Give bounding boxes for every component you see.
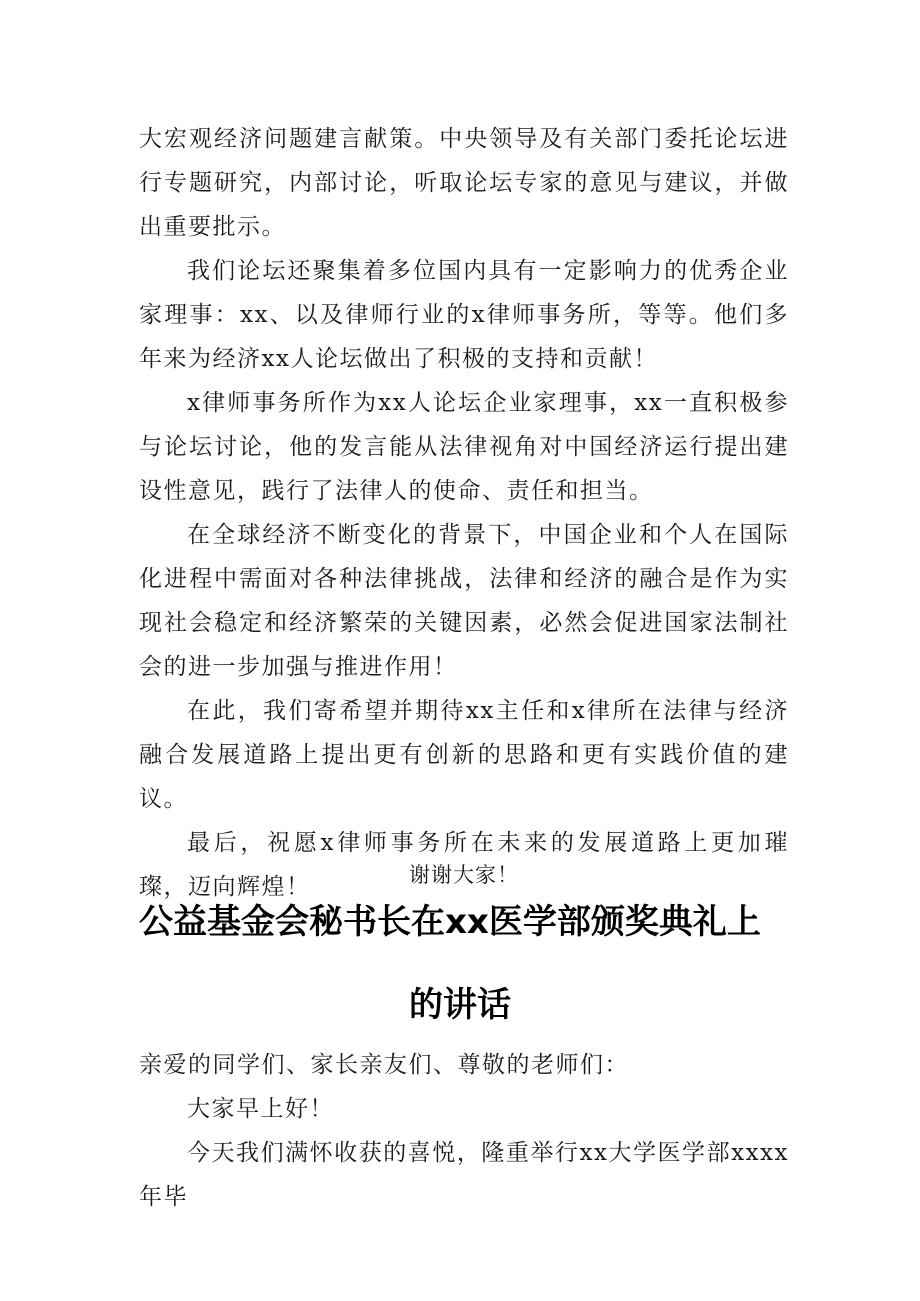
paragraph-expectation: 在此，我们寄希望并期待xx主任和x律所在法律与经济融合发展道路上提出更有创新的思路和更有实践价值的建议。 [139,698,789,812]
speech-body-1 [139,117,789,909]
speech-body-2 [139,1043,789,1219]
speech-title-line-1: 公益基金会秘书长在xx医学部颁奖典礼上 [139,902,761,942]
paragraph-global-economy: 在全球经济不断变化的背景下，中国企业和个人在国际化进程中需面对各种法律挑战，法律和经济的融合是作为实现社会稳定和经济繁荣的关键因素，必然会促进国家法制社会的进一步加强与推进作用！ [139,522,789,680]
speech-title-line-2: 的讲话 [409,985,511,1025]
paragraph-forum-directors: 我们论坛还聚集着多位国内具有一定影响力的优秀企业家理事：xx、以及律师行业的x律师事务所，等等。他们多年来为经济xx人论坛做出了积极的支持和贡献！ [139,258,789,372]
salutation: 亲爱的同学们、家长亲友们、尊敬的老师们： [139,1052,629,1078]
opening-paragraph: 今天我们满怀收获的喜悦，隆重举行xx大学医学部xxxx年毕 [139,1140,789,1210]
paragraph-law-firm: x律师事务所作为xx人论坛企业家理事，xx一直积极参与论坛讨论，他的发言能从法律视角对中国经济运行提出建设性意见，践行了法律人的使命、责任和担当。 [139,390,789,504]
greeting: 大家早上好！ [187,1096,334,1122]
paragraph-continuation: 大宏观经济问题建言献策。中央领导及有关部门委托论坛进行专题研究，内部讨论，听取论坛专家的意见与建议，并做出重要批示。 [139,126,789,240]
paragraph-wishes: 最后，祝愿x律师事务所在未来的发展道路上更加璀璨，迈向辉煌！ [139,830,789,900]
closing-thanks: 谢谢大家！ [409,863,519,887]
